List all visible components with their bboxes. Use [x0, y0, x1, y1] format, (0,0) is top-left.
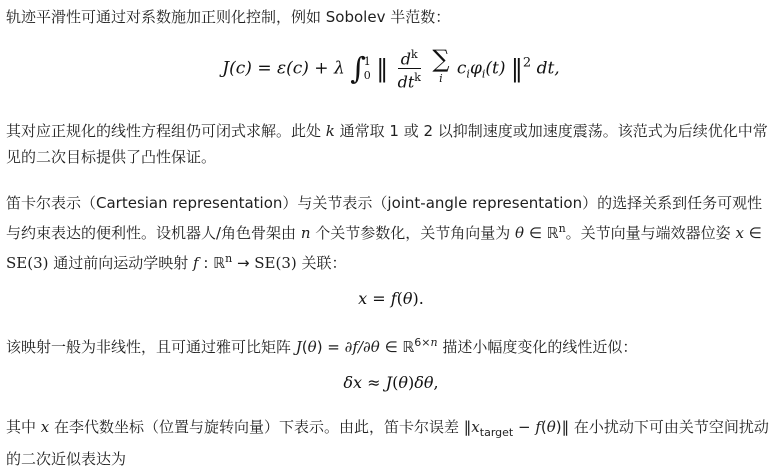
- paragraph-closed-form: 其对应正规化的线性方程组仍可闭式求解。此处 k 通常取 1 或 2 以抑制速度或加速度震荡。该范式为后续优化中常见的二次目标提供了凸性保证。: [6, 122, 768, 166]
- paragraph-jacobian: 该映射一般为非线性，且可通过雅可比矩阵 J(θ) = ∂f/∂θ ∈ ℝ$^{6\times n}$ 描述小幅度变化的线性近似：: [6, 336, 638, 356]
- equation-sobolev: J(c) = ε(c) + λ ∫ 1 0 ‖ $\frac{d^k}{dt^k}$ ∑ i $c_i\varphi_i(t)$ ‖$^2$ dt,: [222, 44, 560, 92]
- paragraph-representation: 笛卡尔表示（Cartesian representation）与关节表示（joint-angle representation）的选择关系到任务可观性与约束表达的便利性。设机器人/角色骨架由 n 个关节参数化，关节角向量为 θ ∈ ℝ$^n$。关节向量与端效器位姿 x ∈ SE(3) 通过前向运动学映射 f : ℝ$^n$ → SE(3) 关联：: [6, 194, 763, 272]
- paragraph-sobolev-intro: 轨迹平滑性可通过对系数施加正则化控制，例如 Sobolev 半范数：: [6, 8, 451, 26]
- equation-forward-kinematics: x = f(θ).: [358, 289, 424, 308]
- equation-jacobian-linear: δx ≈ J(θ)δθ,: [343, 373, 439, 392]
- paragraph-cartesian-error: 其中 x 在李代数坐标（位置与旋转向量）下表示。由此，笛卡尔误差 $‖x_{target}$ − f(θ)‖ 在小扰动下可由关节空间扰动的二次近似表达为: [6, 418, 769, 468]
